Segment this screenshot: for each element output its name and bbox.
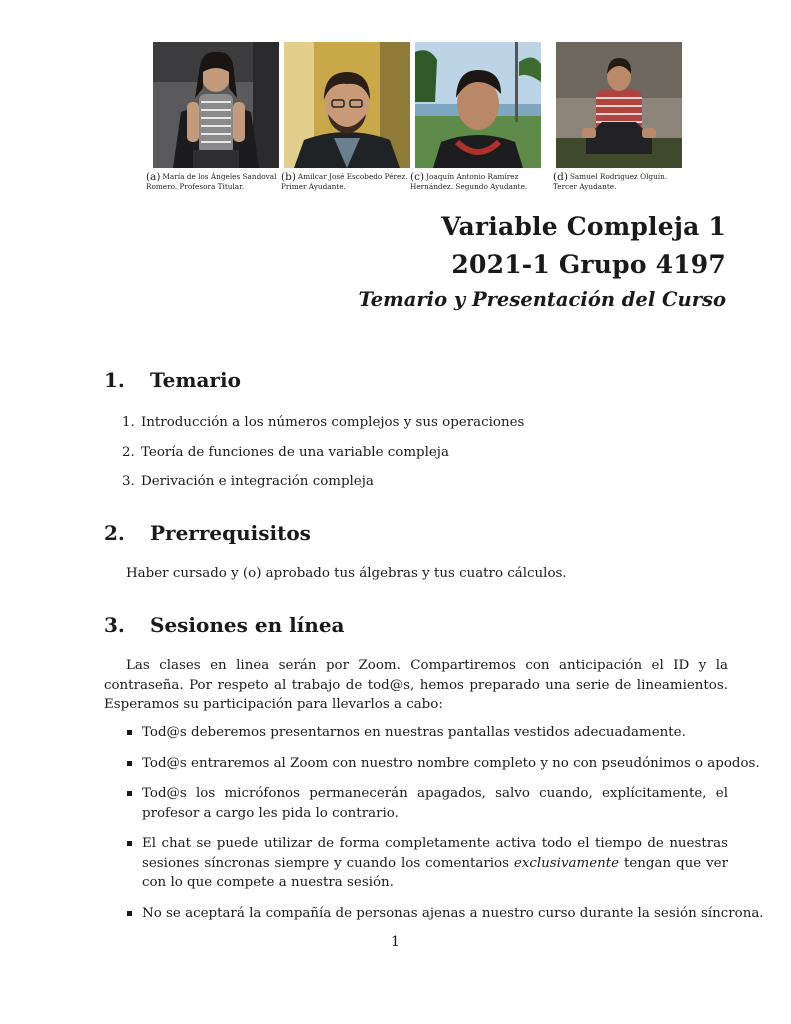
course-group: 2021-1 Grupo 4197 — [451, 250, 726, 279]
page-number: 1 — [391, 934, 400, 950]
caption-b: (b) Amilcar José Escobedo Pérez. Primer Ayudante. — [281, 171, 408, 191]
bullet-icon — [127, 791, 132, 796]
list-item: Tod@s deberemos presentarnos en nuestras pantallas vestidos adecuadamente. — [126, 723, 728, 743]
caption-a: (a) María de los Ángeles Sandoval Romero. Profesora Titular. — [146, 171, 277, 191]
bullet-icon — [127, 761, 132, 766]
list-item: 1. Introducción a los números complejos y sus operaciones — [122, 415, 525, 430]
list-item: 2. Teoría de funciones de una variable compleja — [122, 444, 449, 460]
sesiones-intro: Las clases en linea serán por Zoom. Compartiremos con anticipación el ID y la contraseña. Por respeto al trabajo de tod@s, hemos preparado una serie de lineamientos. Esperamos su participación para llevarlos a cabo: — [104, 658, 728, 712]
photo-tercer-ayudante — [556, 42, 682, 168]
section-heading-sesiones: 3. Sesiones en línea — [104, 613, 345, 637]
photo-segundo-ayudante — [415, 42, 541, 168]
photo-captions — [146, 172, 686, 200]
photo-profesora-titular — [153, 42, 279, 168]
section-heading-temario: 1. Temario — [104, 368, 241, 392]
list-item: Tod@s entraremos al Zoom con nuestro nombre completo y no con pseudónimos o apodos. — [126, 754, 728, 774]
temario-list — [122, 414, 524, 503]
course-subtitle: Temario y Presentación del Curso — [358, 288, 726, 311]
list-item: No se aceptará la compañía de personas ajenas a nuestro curso durante la sesión síncrona. — [126, 904, 728, 924]
lineamientos-list — [126, 723, 764, 934]
course-title: Variable Compleja 1 — [441, 212, 726, 241]
list-item: 3. Derivación e integración compleja — [122, 474, 374, 489]
caption-d: (d) Samuel Rodriguez Olguín. Tercer Ayudante. — [553, 171, 668, 191]
bullet-icon — [127, 730, 132, 735]
list-item: El chat se puede utilizar de forma completamente activa todo el tiempo de nuestras sesiones síncronas siempre y cuando los comentarios exclusivamente tengan que ver con lo que compete a nuestra sesión. — [126, 834, 728, 893]
caption-c: (c) Joaquín Antonio Ramírez Hernández. Segundo Ayudante. — [410, 171, 528, 191]
list-item: Tod@s los micrófonos permanecerán apagados, salvo cuando, explícitamente, el profesor a cargo les pida lo contrario. — [126, 784, 728, 823]
bullet-icon — [127, 841, 132, 846]
photo-primer-ayudante — [284, 42, 410, 168]
document-title-block — [358, 208, 726, 316]
prerrequisitos-text: Haber cursado y (o) aprobado tus álgebras y tus cuatro cálculos. — [126, 566, 567, 581]
section-heading-prerrequisitos: 2. Prerrequisitos — [104, 521, 311, 545]
bullet-icon — [127, 911, 132, 916]
emphasis-text: exclusivamente — [513, 855, 620, 871]
